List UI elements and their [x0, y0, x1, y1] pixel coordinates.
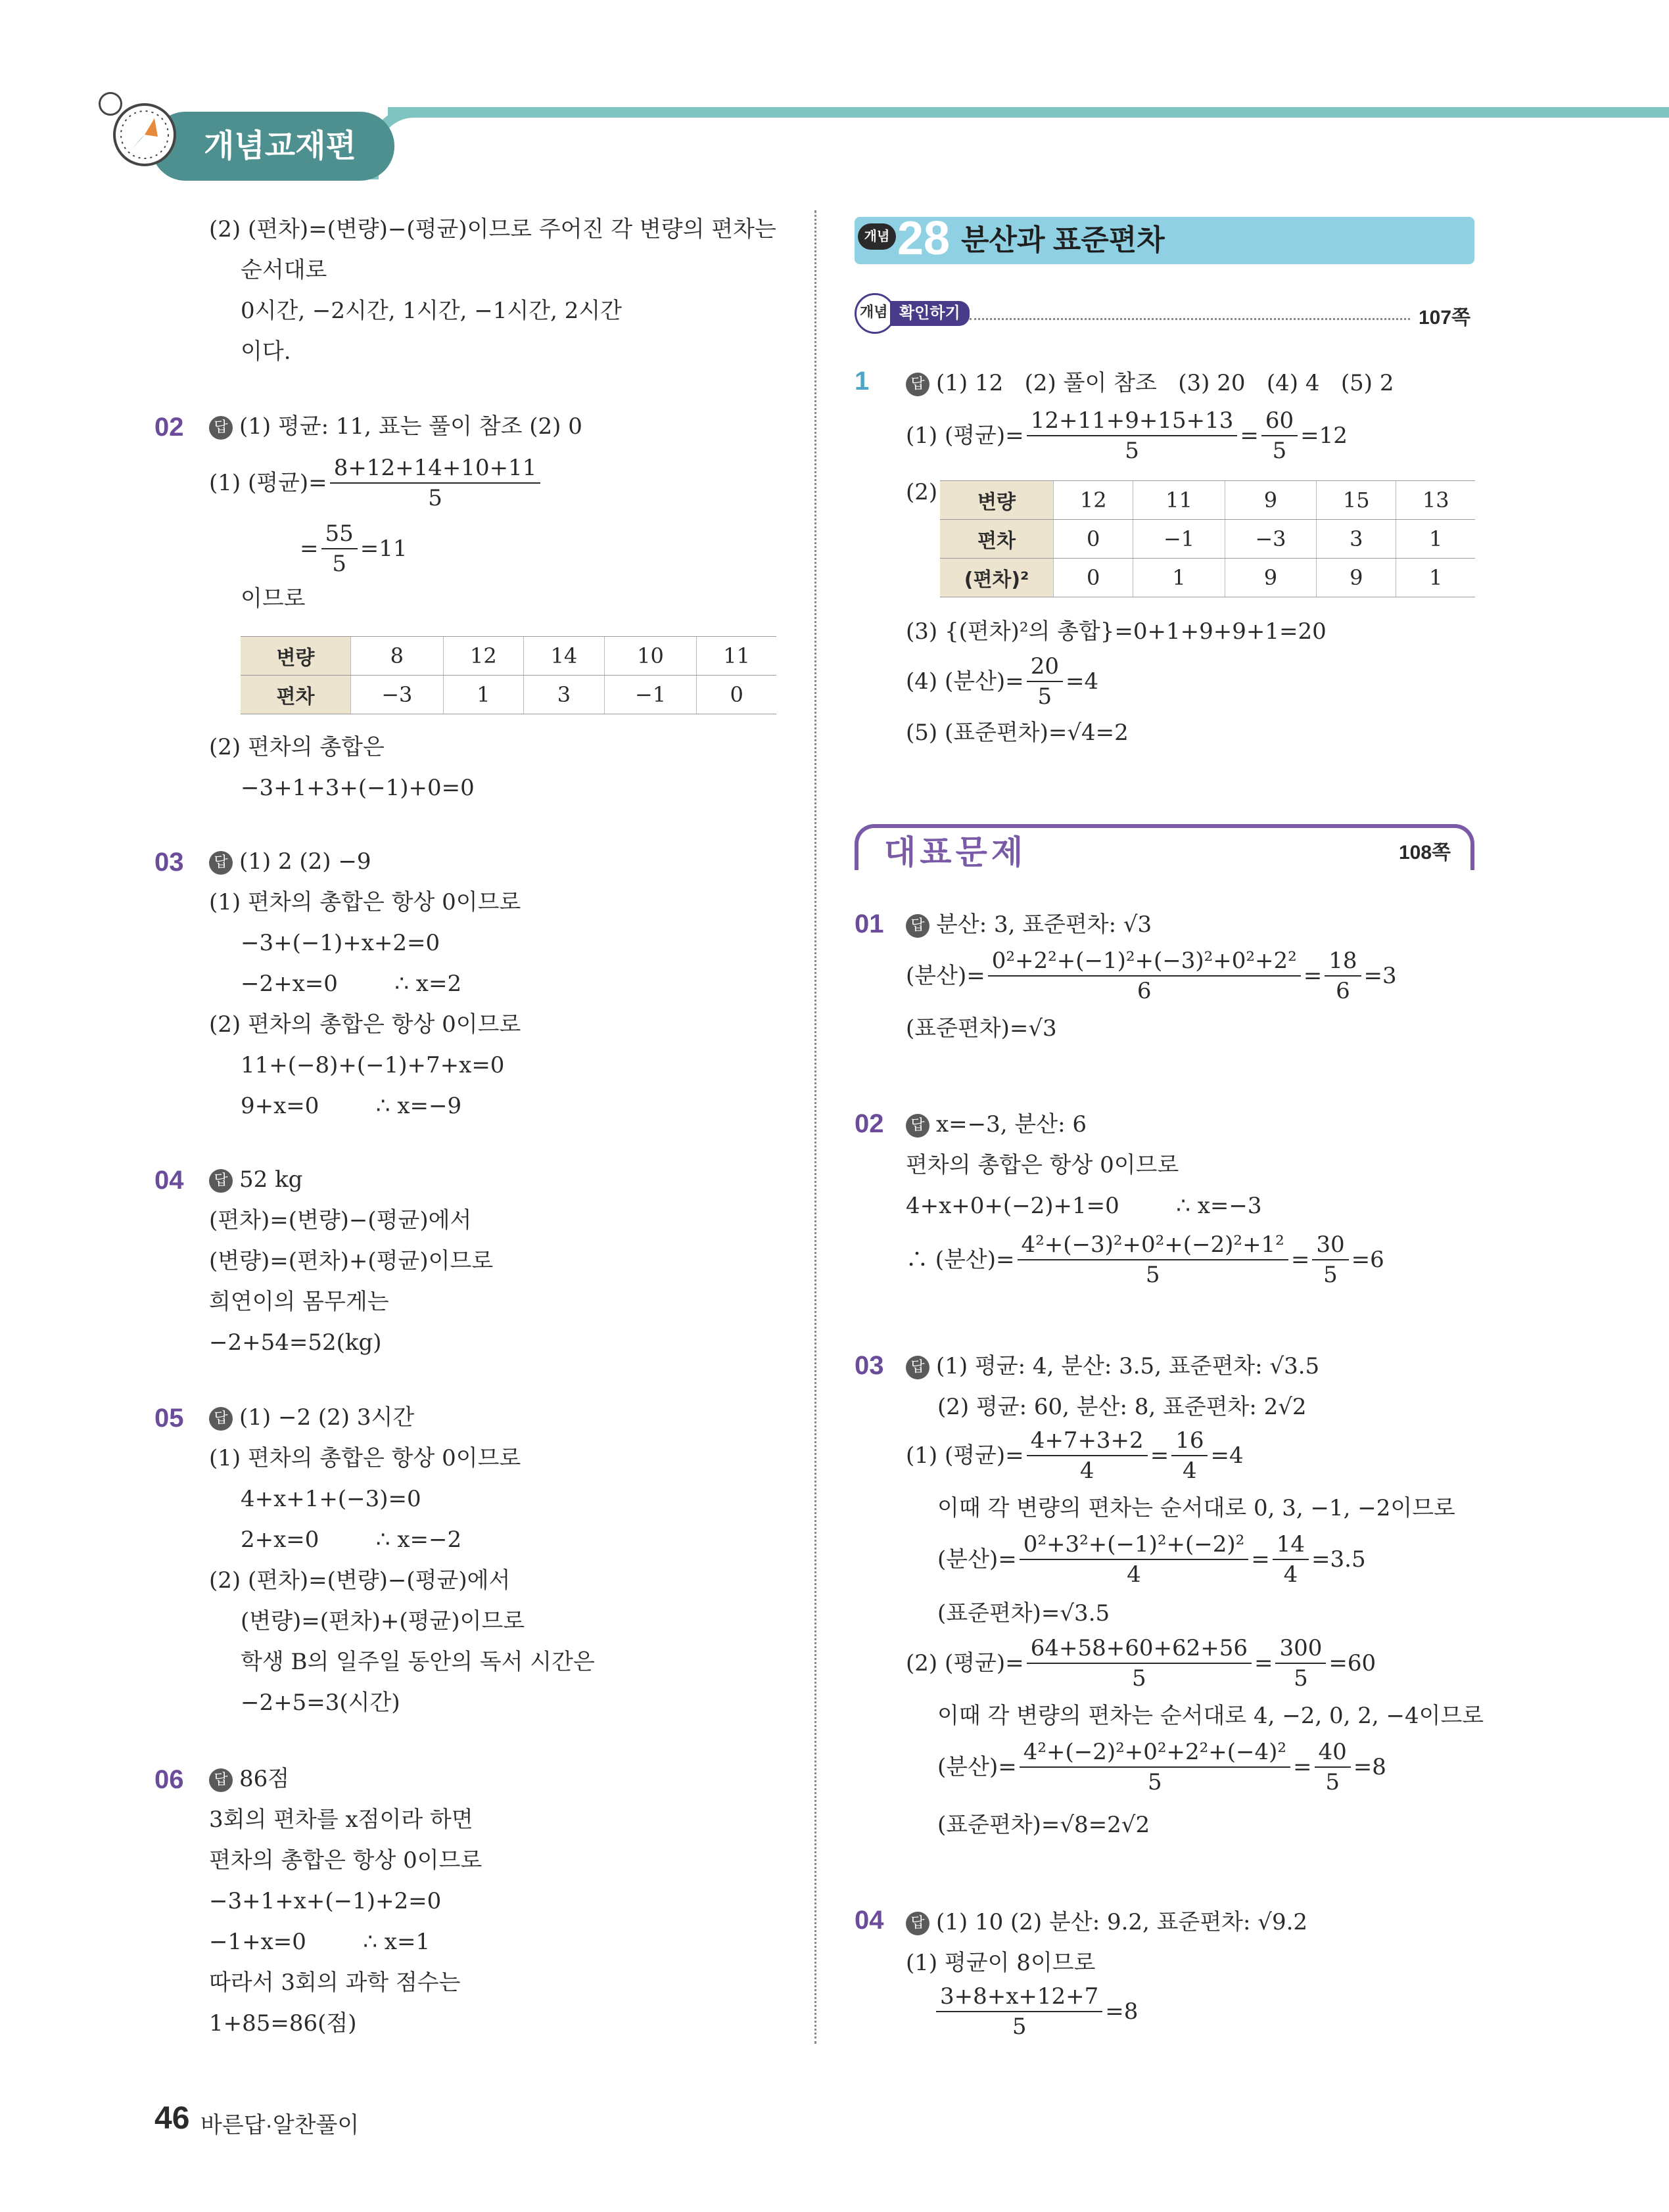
- r02-f1-num: 4²+(−3)²+0²+(−2)²+1²: [1018, 1230, 1288, 1260]
- p06-line: −3+1+x+(−1)+2=0: [209, 1888, 442, 1914]
- p02-line-5: −3+1+3+(−1)+0=0: [241, 775, 475, 801]
- q1-line-2: (2): [906, 479, 938, 505]
- r02-eq: =: [1290, 1247, 1310, 1273]
- q1-eq: =: [1240, 423, 1259, 449]
- rep-answer-03: [906, 1346, 1319, 1387]
- p03-line: 11+(−8)+(−1)+7+x=0: [241, 1052, 505, 1078]
- r03-a1-fraction-2: [1171, 1426, 1208, 1485]
- r02-label: ∴ (분산)=: [906, 1247, 1015, 1273]
- table-cell: 12: [443, 637, 524, 676]
- table-cell: 9: [1225, 481, 1316, 520]
- rep-number-01: 01: [855, 910, 884, 938]
- problem-number-02: 02: [154, 413, 184, 442]
- rep-answer-02: [906, 1104, 1087, 1145]
- rep-page: 108쪽: [1399, 842, 1451, 864]
- r03-b2: 이때 각 변량의 편차는 순서대로 4, −2, 0, 2, −4이므로: [937, 1703, 1484, 1729]
- q1-line-5: (5) (표준편차)=√4=2: [906, 720, 1129, 746]
- answer-02-text: (1) 평균: 11, 표는 풀이 참조 (2) 0: [239, 413, 582, 440]
- answer-03-text: (1) 2 (2) −9: [239, 848, 371, 875]
- p02-fraction-1: [330, 453, 541, 513]
- table-row: [241, 637, 776, 676]
- q1-fraction-3: [1027, 652, 1063, 711]
- table-header: 편차: [241, 676, 351, 714]
- p04-line: 희연이의 몸무게는: [209, 1289, 389, 1315]
- r03-a1-line: [906, 1426, 1244, 1485]
- table-cell: 1: [443, 676, 524, 714]
- r03-b1-den: 5: [1132, 1665, 1146, 1692]
- p04-line: −2+54=52(kg): [209, 1329, 382, 1356]
- p05-line: (변량)=(편차)+(평균)이므로: [241, 1608, 525, 1634]
- r03-b3-line: [937, 1738, 1386, 1797]
- p02-line-3: 이므로: [241, 586, 306, 612]
- r03-a1-result: =4: [1210, 1442, 1244, 1469]
- answer-badge-icon: 답: [906, 914, 929, 938]
- table-cell: 8: [351, 637, 444, 676]
- r01-f2-num: 18: [1325, 946, 1361, 977]
- table-cell: 0: [697, 676, 776, 714]
- r03-a3-line: [937, 1530, 1366, 1589]
- r02-result: =6: [1351, 1247, 1384, 1273]
- p05-line: (2) (편차)=(변량)−(평균)에서: [209, 1567, 511, 1594]
- p03-line: −3+(−1)+x+2=0: [241, 930, 440, 956]
- p02-line-4: (2) 편차의 총합은: [209, 734, 385, 760]
- concept-tag: 개념: [858, 223, 896, 250]
- answer-badge-icon: 답: [209, 1768, 233, 1792]
- table-cell: −1: [1133, 520, 1225, 559]
- answer-05-text: (1) −2 (2) 3시간: [239, 1404, 415, 1431]
- r01-f1-den: 6: [1137, 978, 1152, 1004]
- r02-fraction-2: [1312, 1230, 1348, 1289]
- answer-06-text: 86점: [239, 1766, 290, 1792]
- table-cell: 1: [1133, 559, 1225, 597]
- intro-line-3: 0시간, −2시간, 1시간, −1시간, 2시간: [241, 298, 623, 324]
- r03-b4: (표준편차)=√8=2√2: [937, 1812, 1150, 1838]
- p02-table: [241, 636, 776, 714]
- r03-a3-den: 4: [1127, 1561, 1141, 1588]
- r02-fraction-1: [1018, 1230, 1288, 1289]
- q1-line-3: (3) {(편차)²의 총합}=0+1+9+9+1=20: [906, 618, 1327, 645]
- r01-f2-den: 6: [1336, 978, 1350, 1004]
- table-cell: 9: [1225, 559, 1316, 597]
- p02-f2-num: 55: [321, 519, 358, 549]
- problem-number-06: 06: [154, 1765, 184, 1794]
- r01-fraction-2: [1325, 946, 1361, 1005]
- table-cell: −3: [351, 676, 444, 714]
- rep-answer-03-text-1: (1) 평균: 4, 분산: 3.5, 표준편차: √3.5: [936, 1353, 1320, 1379]
- r03-b3-eq: =: [1293, 1754, 1312, 1780]
- p06-line: 편차의 총합은 항상 0이므로: [209, 1847, 482, 1874]
- rep-answer-02-text: x=−3, 분산: 6: [936, 1111, 1087, 1138]
- problem-number-03: 03: [154, 848, 184, 877]
- table-cell: 11: [1133, 481, 1225, 520]
- check-dotted-line: [970, 318, 1410, 320]
- table-row: [940, 559, 1475, 597]
- table-cell: 0: [1054, 520, 1133, 559]
- r03-a1-fraction-1: [1027, 1426, 1148, 1485]
- p06-line: 3회의 편차를 x점이라 하면: [209, 1807, 473, 1833]
- r03-b1-num2: 300: [1275, 1634, 1326, 1664]
- check-label: 확인하기: [890, 301, 970, 326]
- table-cell: 11: [697, 637, 776, 676]
- r04-line-1: (1) 평균이 8이므로: [906, 1950, 1096, 1976]
- q1-f1-num: 12+11+9+15+13: [1027, 406, 1238, 436]
- check-page: 107쪽: [1419, 307, 1471, 329]
- q1-f1-den: 5: [1125, 438, 1139, 464]
- p05-line: −2+5=3(시간): [241, 1690, 400, 1716]
- r03-a3-num: 0²+3²+(−1)²+(−2)²: [1020, 1530, 1249, 1560]
- r02-line-2: 4+x+0+(−2)+1=0 ∴ x=−3: [906, 1193, 1262, 1219]
- table-header: 변량: [940, 481, 1054, 520]
- r03-a2: 이때 각 변량의 편차는 순서대로 0, 3, −1, −2이므로: [937, 1495, 1455, 1521]
- r03-b3-fraction-2: [1315, 1738, 1351, 1797]
- r03-a3-fraction-2: [1273, 1530, 1309, 1589]
- bubble-icon: [99, 92, 122, 116]
- q1-variance-line: [906, 652, 1098, 711]
- table-header: (편차)²: [940, 559, 1054, 597]
- p03-line: (2) 편차의 총합은 항상 0이므로: [209, 1011, 521, 1038]
- table-cell: −1: [604, 676, 697, 714]
- r03-b1-label: (2) (평균)=: [906, 1650, 1024, 1676]
- q1-f2-den: 5: [1272, 438, 1287, 464]
- r03-b1-eq: =: [1254, 1650, 1273, 1676]
- p05-line: 4+x+1+(−3)=0: [241, 1486, 421, 1512]
- answer-badge-icon: 답: [906, 373, 929, 396]
- rep-answer-01-text: 분산: 3, 표준편차: √3: [936, 911, 1152, 938]
- q1-fraction-2: [1261, 406, 1298, 465]
- answer-02: [209, 406, 582, 447]
- answer-06: [209, 1759, 289, 1799]
- table-header: 변량: [241, 637, 351, 676]
- problem-number-1: 1: [855, 367, 870, 396]
- r04-result: =8: [1105, 1998, 1139, 2025]
- table-row: [940, 481, 1475, 520]
- rep-answer-04: [906, 1902, 1307, 1943]
- q1-mean-label: (1) (평균)=: [906, 423, 1024, 449]
- r04-num: 3+8+x+12+7: [936, 1982, 1102, 2012]
- r01-f1-num: 0²+2²+(−1)²+(−3)²+0²+2²: [988, 946, 1301, 977]
- rep-title: 대표문제: [878, 829, 1033, 875]
- intro-line-2: 순서대로: [241, 257, 327, 283]
- r03-b1-num: 64+58+60+62+56: [1027, 1634, 1252, 1664]
- r04-eq-line: [933, 1982, 1138, 2041]
- rep-number-03: 03: [855, 1351, 884, 1380]
- check-header: [855, 293, 1474, 333]
- table-cell: 0: [1054, 559, 1133, 597]
- r02-f1-den: 5: [1145, 1262, 1160, 1288]
- table-cell: 3: [1317, 520, 1396, 559]
- column-divider: [814, 210, 816, 2044]
- table-row: [241, 676, 776, 714]
- concept-number: 28: [897, 212, 951, 265]
- q1-table: [940, 480, 1475, 597]
- q1-fraction-1: [1027, 406, 1238, 465]
- p05-line: (1) 편차의 총합은 항상 0이므로: [209, 1445, 521, 1471]
- r03-a3-eq: =: [1251, 1546, 1270, 1573]
- r03-a3-result: =3.5: [1311, 1546, 1366, 1573]
- table-cell: 15: [1317, 481, 1396, 520]
- q1-variance-label: (4) (분산)=: [906, 668, 1024, 695]
- r03-a3-den2: 4: [1283, 1561, 1298, 1588]
- rep-answer-03-line-2: (2) 평균: 60, 분산: 8, 표준편차: 2√2: [937, 1394, 1307, 1420]
- r04-den: 5: [1012, 2014, 1027, 2040]
- rep-answer-04-text: (1) 10 (2) 분산: 9.2, 표준편차: √9.2: [936, 1909, 1308, 1935]
- p02-f1-num: 8+12+14+10+11: [330, 453, 541, 484]
- r03-a4: (표준편차)=√3.5: [937, 1600, 1110, 1626]
- r03-b1-fraction-1: [1027, 1634, 1252, 1693]
- r03-a1-label: (1) (평균)=: [906, 1442, 1024, 1469]
- p04-line: (변량)=(편차)+(평균)이므로: [209, 1248, 494, 1274]
- concept-title: 분산과 표준편차: [961, 224, 1165, 256]
- answer-badge-icon: 답: [209, 1407, 233, 1431]
- r02-f2-den: 5: [1323, 1262, 1338, 1288]
- r03-a3-num2: 14: [1273, 1530, 1309, 1560]
- table-cell: 13: [1396, 481, 1475, 520]
- problem-number-05: 05: [154, 1404, 184, 1433]
- answer-04-text: 52 kg: [239, 1166, 303, 1193]
- r03-a1-eq: =: [1150, 1442, 1169, 1469]
- table-cell: 3: [524, 676, 605, 714]
- r03-b3-result: =8: [1353, 1754, 1386, 1780]
- r02-variance-line: [906, 1230, 1384, 1289]
- q1-f3-den: 5: [1037, 683, 1052, 710]
- r03-b1-line: [906, 1634, 1376, 1693]
- q1-f3-num: 20: [1027, 652, 1063, 682]
- header-tab-label: 개념교재편: [204, 129, 356, 164]
- header-bar: [388, 107, 1669, 118]
- p02-mean-label: (1) (평균)=: [209, 470, 327, 496]
- p02-f1-den: 5: [428, 485, 442, 511]
- r03-b3-den2: 5: [1325, 1769, 1340, 1795]
- p04-line: (편차)=(변량)−(평균)에서: [209, 1207, 472, 1233]
- r01-line-2: (표준편차)=√3: [906, 1015, 1057, 1042]
- r03-b3-den: 5: [1148, 1769, 1162, 1795]
- answer-1: [906, 363, 1394, 403]
- p03-line: 9+x=0 ∴ x=−9: [241, 1093, 462, 1119]
- table-cell: 10: [604, 637, 697, 676]
- table-cell: 9: [1317, 559, 1396, 597]
- p06-line: −1+x=0 ∴ x=1: [209, 1929, 431, 1955]
- p02-f2-den: 5: [332, 551, 346, 577]
- q1-f2-num: 60: [1261, 406, 1298, 436]
- p06-line: 따라서 3회의 과학 점수는: [209, 1970, 461, 1996]
- r02-f2-num: 30: [1312, 1230, 1348, 1260]
- table-cell: 1: [1396, 520, 1475, 559]
- rep-number-04: 04: [855, 1906, 884, 1935]
- table-cell: 12: [1054, 481, 1133, 520]
- r03-b1-result: =60: [1328, 1650, 1376, 1676]
- problem-number-04: 04: [154, 1166, 184, 1195]
- r01-result: =3: [1363, 963, 1397, 989]
- answer-badge-icon: 답: [906, 1912, 929, 1935]
- p02-eq-result: =11: [360, 536, 408, 562]
- r04-fraction: [936, 1982, 1102, 2041]
- answer-badge-icon: 답: [906, 1356, 929, 1379]
- q1-variance-result: =4: [1065, 668, 1099, 695]
- p02-mean-result: [300, 519, 408, 578]
- answer-05: [209, 1397, 414, 1438]
- answer-badge-icon: 답: [906, 1114, 929, 1138]
- r03-b1-fraction-2: [1275, 1634, 1326, 1693]
- r03-a1-den2: 4: [1183, 1458, 1197, 1484]
- answer-1-text: (1) 12 (2) 풀이 참조 (3) 20 (4) 4 (5) 2: [936, 370, 1394, 396]
- r03-b1-den2: 5: [1294, 1665, 1308, 1692]
- p03-line: (1) 편차의 총합은 항상 0이므로: [209, 889, 521, 915]
- r03-a1-num: 4+7+3+2: [1027, 1426, 1148, 1456]
- answer-04: [209, 1159, 302, 1200]
- p06-line: 1+85=86(점): [209, 2010, 357, 2037]
- p05-line: 2+x=0 ∴ x=−2: [241, 1527, 462, 1553]
- table-header: 편차: [940, 520, 1054, 559]
- r01-variance-line: [906, 946, 1397, 1005]
- check-tag: 개념: [860, 304, 888, 320]
- r03-b3-fraction-1: [1020, 1738, 1290, 1797]
- table-cell: −3: [1225, 520, 1316, 559]
- r03-a1-num2: 16: [1171, 1426, 1208, 1456]
- r01-eq: =: [1303, 963, 1323, 989]
- answer-03: [209, 841, 371, 882]
- p05-line: 학생 B의 일주일 동안의 독서 시간은: [241, 1649, 595, 1675]
- p02-eq: =: [300, 536, 319, 562]
- r03-b3-num2: 40: [1315, 1738, 1351, 1768]
- table-cell: 1: [1396, 559, 1475, 597]
- r01-fraction-1: [988, 946, 1301, 1005]
- r01-label: (분산)=: [906, 963, 985, 989]
- r02-line-1: 편차의 총합은 항상 0이므로: [906, 1152, 1179, 1178]
- r03-a3-label: (분산)=: [937, 1546, 1017, 1573]
- q1-eq-result: =12: [1300, 423, 1348, 449]
- table-row: [940, 520, 1475, 559]
- q1-mean-line: [906, 406, 1348, 465]
- p02-mean-line: [209, 453, 543, 513]
- answer-badge-icon: 답: [209, 1169, 233, 1193]
- footer-label: 바른답·알찬풀이: [200, 2113, 360, 2138]
- r03-b3-label: (분산)=: [937, 1754, 1017, 1780]
- answer-badge-icon: 답: [209, 416, 233, 440]
- r03-a1-den: 4: [1079, 1458, 1094, 1484]
- p03-line: −2+x=0 ∴ x=2: [241, 971, 462, 997]
- rep-number-02: 02: [855, 1109, 884, 1138]
- footer-page-number: 46: [154, 2101, 190, 2136]
- intro-line-4: 이다.: [241, 338, 291, 365]
- rep-answer-01: [906, 904, 1152, 945]
- p02-fraction-2: [321, 519, 358, 578]
- intro-line-1: (2) (편차)=(변량)−(평균)이므로 주어진 각 변량의 편차는: [209, 216, 776, 242]
- r03-a3-fraction-1: [1020, 1530, 1249, 1589]
- answer-badge-icon: 답: [209, 851, 233, 875]
- r03-b3-num: 4²+(−2)²+0²+2²+(−4)²: [1020, 1738, 1290, 1768]
- table-cell: 14: [524, 637, 605, 676]
